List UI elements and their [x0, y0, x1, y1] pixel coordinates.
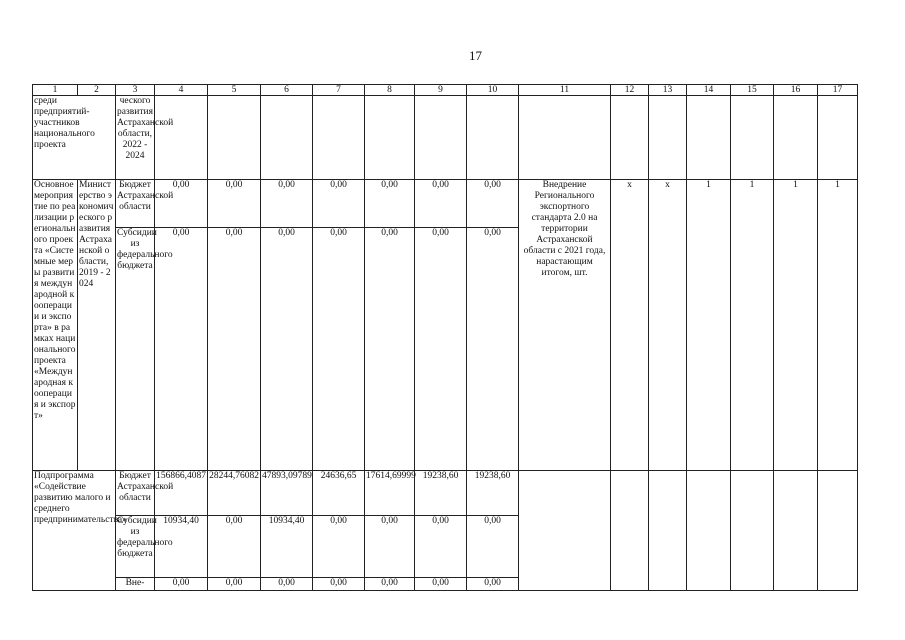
cell-value: 0,00 — [365, 516, 415, 578]
table-row — [33, 471, 858, 516]
cell-value: 19238,60 — [467, 471, 519, 516]
col-header: 13 — [649, 85, 687, 96]
cell-value: 0,00 — [467, 578, 519, 591]
col-header: 15 — [731, 85, 774, 96]
cell-value: 0,00 — [365, 228, 415, 471]
col-header: 7 — [313, 85, 365, 96]
cell-indicator-value: 1 — [687, 180, 731, 471]
cell-value: 0,00 — [467, 516, 519, 578]
cell-value: 0,00 — [313, 516, 365, 578]
cell-funding-source: Вне- — [116, 578, 155, 591]
cell-value: 0,00 — [261, 180, 313, 228]
cell-executor: Министерство экономического развития Астраханской области, 2019 - 2024 — [78, 180, 116, 471]
column-numbers-row — [33, 85, 858, 96]
cell-value: 0,00 — [261, 228, 313, 471]
cell-value: 47893,09789 — [261, 471, 313, 516]
cell-value: 0,00 — [415, 516, 467, 578]
cell-value: 10934,40 — [155, 516, 208, 578]
cell-value: 0,00 — [313, 228, 365, 471]
cell-indicator-value: 1 — [774, 180, 818, 471]
cell-value: 0,00 — [415, 180, 467, 228]
cell-executor-continued: ческого развития Астраханской области, 2022 - 2024 — [116, 96, 155, 180]
budget-table — [32, 84, 858, 591]
cell-value: 0,00 — [208, 578, 261, 591]
cell-value: 0,00 — [415, 578, 467, 591]
cell-activity-continued: среди предприятий-участников национального проекта — [33, 96, 116, 180]
cell-main-activity: Основное мероприятие по реализации регионального проекта «Системные меры развития международной кооперации и экспорта» в рамках национального проекта «Международная кооперация и экспорт» — [33, 180, 78, 471]
cell-value: 0,00 — [208, 180, 261, 228]
cell-subprogram: Подпрограмма «Содействие развитию малого и среднего предпринимательства» — [33, 471, 116, 591]
cell-indicator-value: х — [611, 180, 649, 471]
col-header: 9 — [415, 85, 467, 96]
cell-value: 0,00 — [313, 578, 365, 591]
cell-value: 24636,65 — [313, 471, 365, 516]
cell-value: 17614,69999 — [365, 471, 415, 516]
cell-value: 0,00 — [155, 228, 208, 471]
cell-funding-source: Субсидии из федерального бюджета — [116, 228, 155, 471]
col-header: 3 — [116, 85, 155, 96]
cell-funding-source: Бюджет Астраханской области — [116, 471, 155, 516]
col-header: 11 — [519, 85, 611, 96]
cell-value: 0,00 — [155, 578, 208, 591]
cell-value: 0,00 — [313, 180, 365, 228]
cell-value: 0,00 — [365, 578, 415, 591]
cell-value: 0,00 — [365, 180, 415, 228]
col-header: 4 — [155, 85, 208, 96]
page-number: 17 — [469, 48, 482, 63]
col-header: 6 — [261, 85, 313, 96]
cell-value: 28244,76082 — [208, 471, 261, 516]
col-header: 17 — [818, 85, 858, 96]
cell-value: 0,00 — [467, 228, 519, 471]
col-header: 1 — [33, 85, 78, 96]
col-header: 16 — [774, 85, 818, 96]
cell-indicator-value: х — [649, 180, 687, 471]
cell-value: 10934,40 — [261, 516, 313, 578]
cell-value: 0,00 — [208, 228, 261, 471]
col-header: 10 — [467, 85, 519, 96]
col-header: 14 — [687, 85, 731, 96]
cell-funding-source: Бюджет Астраханской области — [116, 180, 155, 228]
table-row — [33, 180, 858, 228]
table-row — [33, 96, 858, 180]
cell-value: 0,00 — [415, 228, 467, 471]
cell-indicator: Внедрение Регионального экспортного стандарта 2.0 на территории Астраханской области с 2021 года, нарастающим итогом, шт. — [519, 180, 611, 471]
col-header: 2 — [78, 85, 116, 96]
cell-indicator-value: 1 — [731, 180, 774, 471]
col-header: 8 — [365, 85, 415, 96]
cell-value: 0,00 — [155, 180, 208, 228]
cell-value: 19238,60 — [415, 471, 467, 516]
col-header: 12 — [611, 85, 649, 96]
cell-indicator-value: 1 — [818, 180, 858, 471]
cell-value: 0,00 — [261, 578, 313, 591]
col-header: 5 — [208, 85, 261, 96]
cell-value: 0,00 — [208, 516, 261, 578]
cell-funding-source: Субсидии из федерального бюджета — [116, 516, 155, 578]
cell-value: 0,00 — [467, 180, 519, 228]
cell-value: 156866,4087 — [155, 471, 208, 516]
